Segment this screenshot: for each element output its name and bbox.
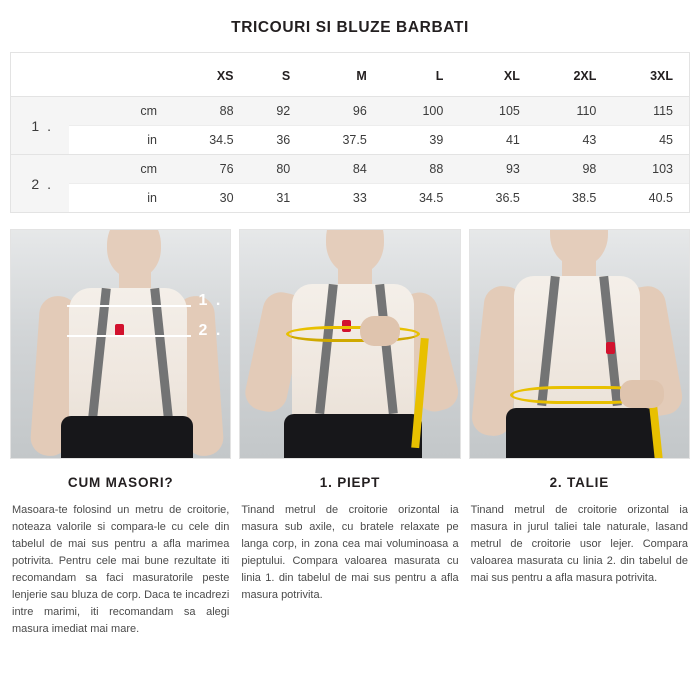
cell-2-in-l: 34.5 bbox=[383, 184, 460, 213]
row-index-2: 2 . bbox=[11, 155, 69, 213]
cell-2-in-xl: 36.5 bbox=[459, 184, 536, 213]
cell-1-in-xs: 34.5 bbox=[173, 126, 250, 155]
cell-1-cm-xl: 105 bbox=[459, 97, 536, 126]
photo-chest bbox=[239, 229, 460, 459]
page-title: TRICOURI SI BLUZE BARBATI bbox=[231, 19, 469, 36]
header-index bbox=[11, 53, 69, 97]
header-size-m: M bbox=[356, 69, 367, 83]
panel-how-to-measure bbox=[10, 229, 231, 638]
cell-1-cm-xs: 88 bbox=[173, 97, 250, 126]
header-size-s: S bbox=[281, 69, 291, 83]
panel-text-chest: Tinand metrul de croitorie orizontal ia masura sub axile, cu bratele relaxate pe langa corp, in zona cea mai voluminoasa a pieptului. Compara valoarea masurata cu linia 1. din tabelul de mai sus pentru a afla masura potrivita. bbox=[241, 504, 459, 602]
cell-1-in-s: 36 bbox=[250, 126, 307, 155]
cell-1-in-3xl: 45 bbox=[612, 126, 689, 155]
cell-1-in-m: 37.5 bbox=[306, 126, 383, 155]
table-row bbox=[11, 155, 689, 184]
cell-2-cm-2xl: 98 bbox=[536, 155, 613, 184]
cell-1-cm-s: 92 bbox=[250, 97, 307, 126]
size-table-header bbox=[11, 53, 689, 97]
cell-2-cm-xl: 93 bbox=[459, 155, 536, 184]
row-index-1: 1 . bbox=[11, 97, 69, 155]
photo-how-to-measure bbox=[10, 229, 231, 459]
cell-2-in-s: 31 bbox=[250, 184, 307, 213]
header-size-xl: XL bbox=[503, 69, 520, 83]
cell-1-in-xl: 41 bbox=[459, 126, 536, 155]
model-bib-shorts bbox=[506, 408, 656, 459]
brand-logo-icon bbox=[606, 342, 615, 354]
photo-waist bbox=[469, 229, 690, 459]
cell-2-in-xs: 30 bbox=[173, 184, 250, 213]
panel-caption-how-to-measure: CUM MASORI? bbox=[67, 475, 174, 490]
model-hand bbox=[620, 380, 664, 408]
cell-2-in-2xl: 38.5 bbox=[536, 184, 613, 213]
cell-1-in-2xl: 43 bbox=[536, 126, 613, 155]
measure-label-1: 1 . bbox=[198, 292, 223, 309]
size-table-body bbox=[11, 97, 689, 213]
cell-1-cm-3xl: 115 bbox=[612, 97, 689, 126]
cell-2-cm-m: 84 bbox=[306, 155, 383, 184]
cell-2-cm-l: 88 bbox=[383, 155, 460, 184]
row-unit-1-cm: cm bbox=[69, 97, 173, 126]
header-size-3xl: 3XL bbox=[650, 69, 673, 83]
row-unit-2-cm: cm bbox=[69, 155, 173, 184]
cell-1-cm-2xl: 110 bbox=[536, 97, 613, 126]
model-hand bbox=[360, 316, 400, 346]
panel-caption-chest: 1. PIEPT bbox=[319, 475, 381, 490]
header-unit bbox=[69, 53, 173, 97]
measure-label-2: 2 . bbox=[198, 322, 223, 339]
panel-caption-waist: 2. TALIE bbox=[549, 475, 610, 490]
header-size-2xl: 2XL bbox=[573, 69, 597, 83]
cell-1-cm-l: 100 bbox=[383, 97, 460, 126]
table-row bbox=[11, 126, 689, 155]
row-unit-2-in: in bbox=[69, 184, 173, 213]
table-row bbox=[11, 97, 689, 126]
table-header-row bbox=[11, 53, 689, 97]
cell-2-cm-xs: 76 bbox=[173, 155, 250, 184]
row-unit-1-in: in bbox=[69, 126, 173, 155]
model-bib-shorts bbox=[61, 416, 193, 459]
size-table-container bbox=[10, 52, 690, 213]
measure-line-2 bbox=[67, 335, 191, 337]
measure-line-1 bbox=[67, 305, 191, 307]
header-size-l: L bbox=[435, 69, 444, 83]
cell-1-cm-m: 96 bbox=[306, 97, 383, 126]
panel-text-how-to-measure: Masoara-te folosind un metru de croitorie, noteaza valorile si compara-le cu cele din tabelul de mai sus pentru a afla marimea potrivita. Pentru cele mai bune rezultate iti recomandam sa faci masuratorile peste lenjerie sau bluza de corp. Daca te incadrezi intre marimi, iti recomandam sa alegi masura imediat mai mare. bbox=[12, 504, 230, 636]
cell-2-cm-3xl: 103 bbox=[612, 155, 689, 184]
measuring-tape-chest-icon bbox=[286, 326, 420, 342]
size-table bbox=[11, 53, 689, 212]
cell-2-cm-s: 80 bbox=[250, 155, 307, 184]
panel-chest bbox=[239, 229, 460, 638]
table-row bbox=[11, 184, 689, 213]
model-bib-shorts bbox=[284, 414, 422, 459]
cell-2-in-m: 33 bbox=[306, 184, 383, 213]
header-size-xs: XS bbox=[216, 69, 234, 83]
panel-text-waist: Tinand metrul de croitorie orizontal ia masura in jurul taliei tale naturale, lasand metrul de croitorie usor lejer. Compara valoarea masurata cu linia 2. din tabelul de mai sus pentru a afla masura potrivita. bbox=[470, 504, 688, 585]
panel-waist bbox=[469, 229, 690, 638]
cell-2-in-3xl: 40.5 bbox=[612, 184, 689, 213]
instruction-panels bbox=[10, 229, 690, 638]
cell-1-in-l: 39 bbox=[383, 126, 460, 155]
